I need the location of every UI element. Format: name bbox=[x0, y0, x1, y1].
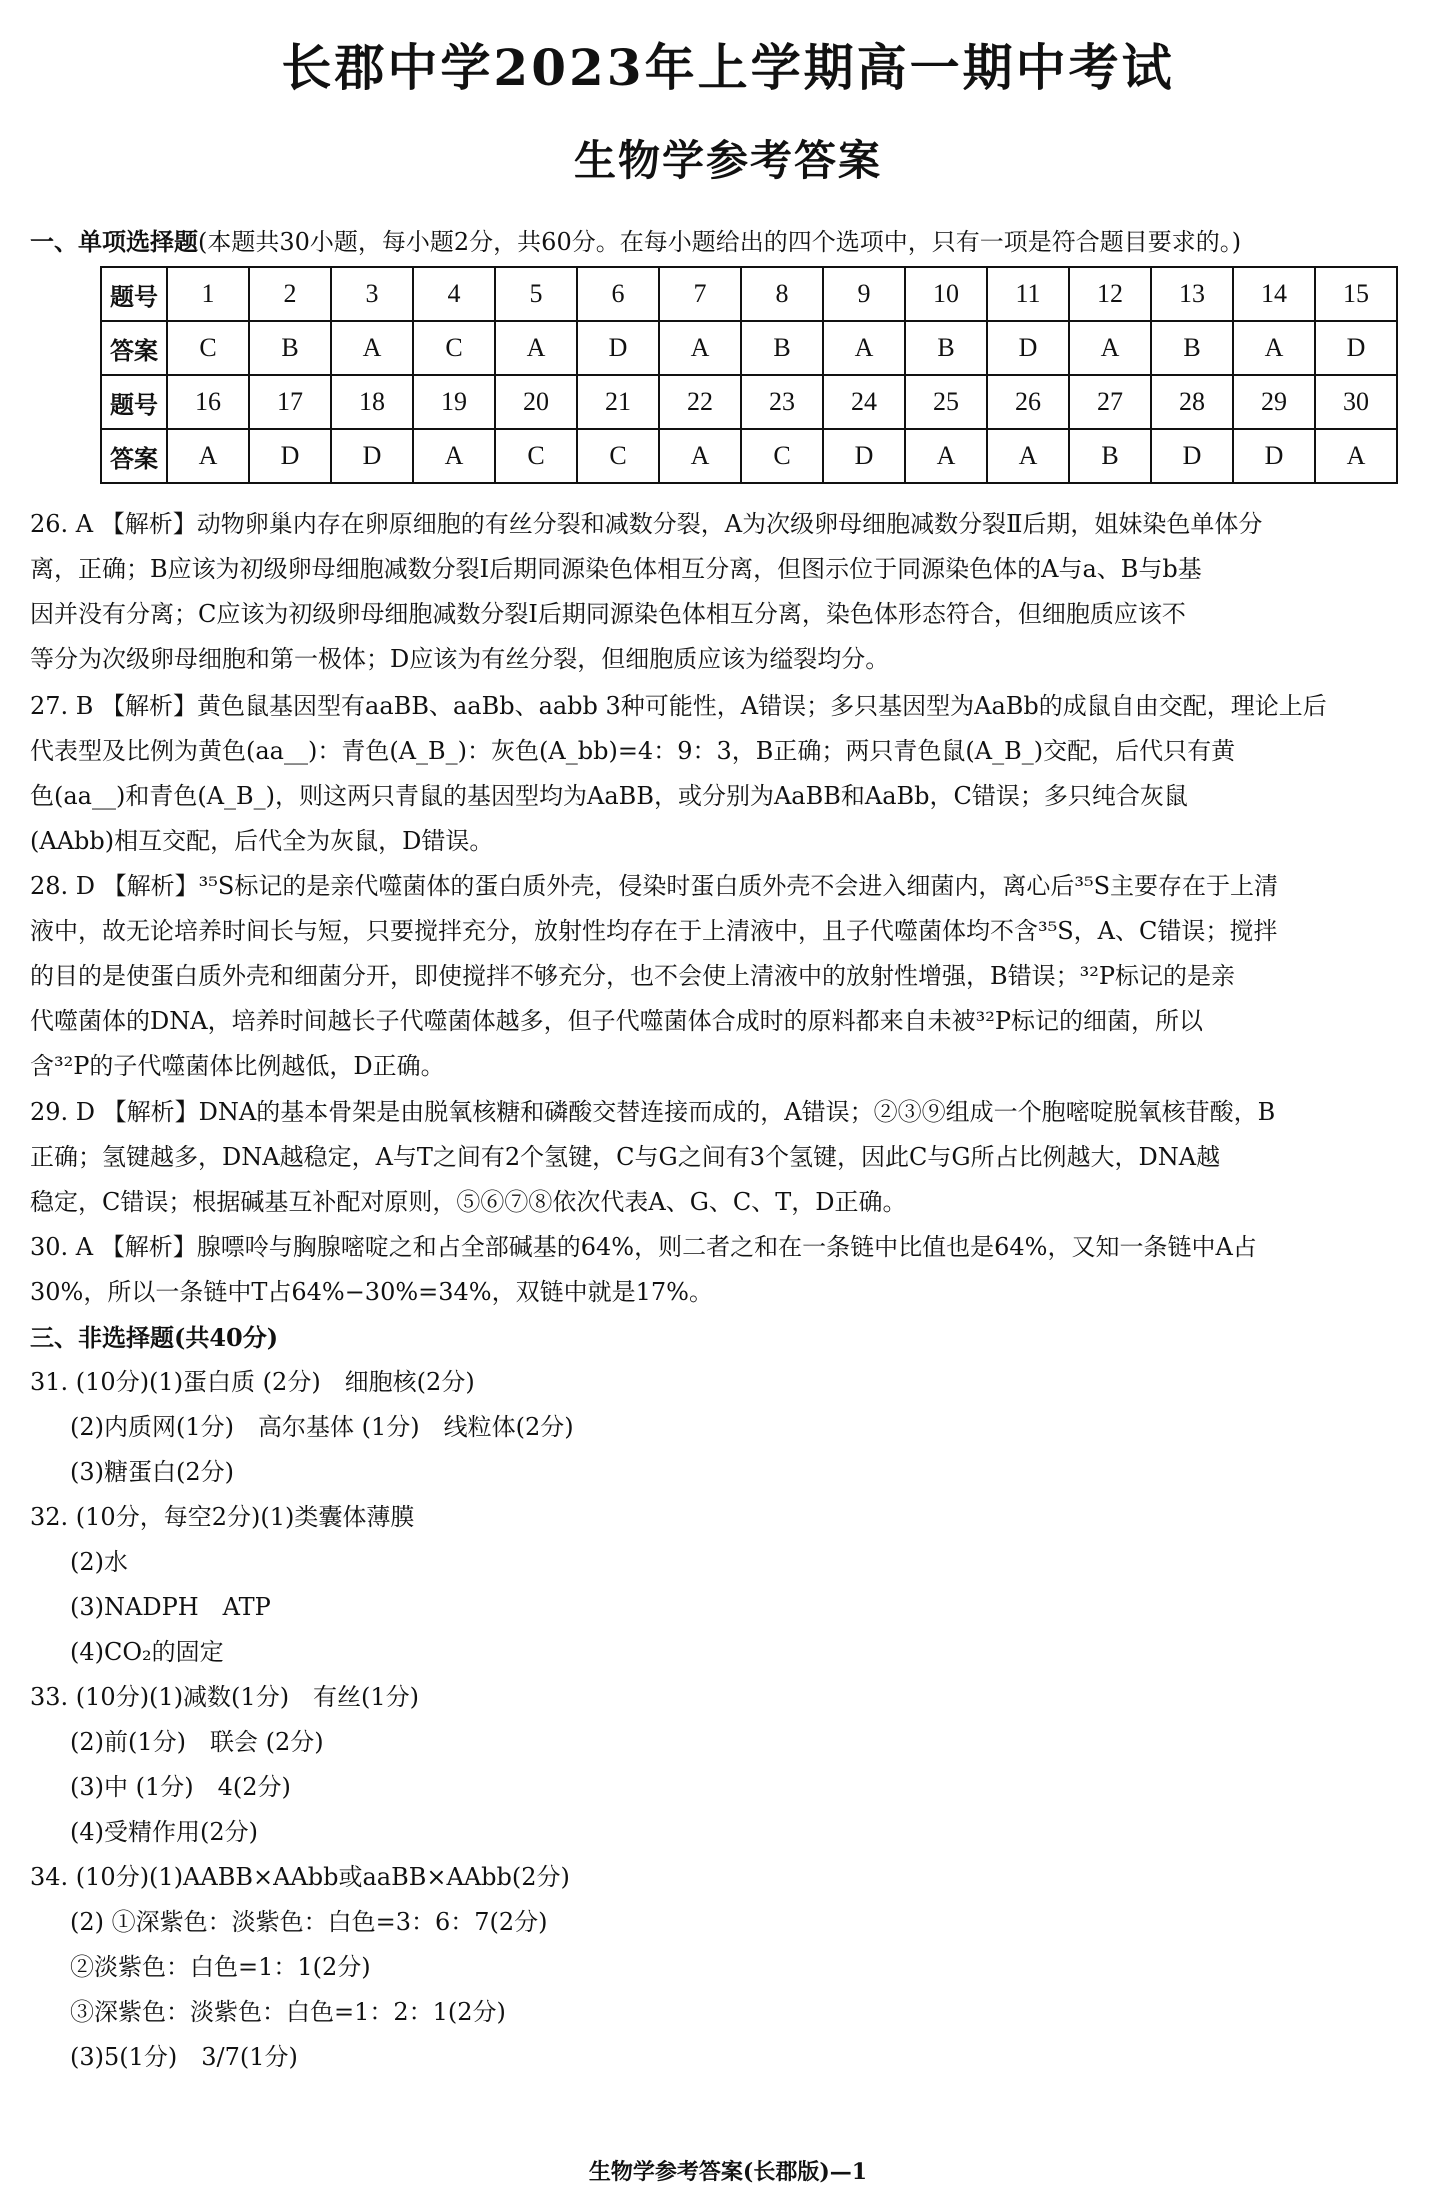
text-line: (4)CO₂的固定 bbox=[70, 1638, 224, 1666]
text-line: 含³²P的子代噬菌体比例越低，D正确。 bbox=[30, 1052, 445, 1080]
table-cell: B bbox=[249, 321, 331, 375]
table-cell: A bbox=[1315, 429, 1397, 483]
section3-heading bbox=[30, 1315, 278, 1360]
table-cell: 24 bbox=[823, 375, 905, 429]
table-row bbox=[101, 267, 1397, 321]
answer-q34 bbox=[30, 1855, 570, 2080]
text-line: (3)NADPH ATP bbox=[70, 1593, 271, 1621]
table-cell: D bbox=[331, 429, 413, 483]
analysis-q29 bbox=[30, 1090, 1430, 1225]
table-alabel: 答案 bbox=[101, 429, 167, 483]
table-cell: A bbox=[331, 321, 413, 375]
page-subtitle: 生物学参考答案 bbox=[573, 136, 882, 185]
text-line: 33. (10分)(1)减数(1分) 有丝(1分) bbox=[30, 1683, 420, 1711]
table-cell: 20 bbox=[495, 375, 577, 429]
table-cell: A bbox=[987, 429, 1069, 483]
table-row bbox=[101, 321, 1397, 375]
section1-heading bbox=[30, 222, 1241, 257]
text-line: 30%，所以一条链中T占64%−30%=34%，双链中就是17%。 bbox=[30, 1278, 713, 1306]
table-cell: D bbox=[249, 429, 331, 483]
table-cell: A bbox=[1069, 321, 1151, 375]
table-cell: B bbox=[1151, 321, 1233, 375]
analysis-q27 bbox=[30, 684, 1430, 864]
text-line: 液中，故无论培养时间长与短，只要搅拌充分，放射性均存在于上清液中，且子代噬菌体均不含³⁵S，A、C错误；搅拌 bbox=[30, 917, 1278, 945]
text-line: (3)中 (1分) 4(2分) bbox=[70, 1773, 291, 1801]
text-line: 因并没有分离；C应该为初级卵母细胞减数分裂Ⅰ后期同源染色体相互分离，染色体形态符合，但细胞质应该不 bbox=[30, 600, 1186, 628]
table-cell: B bbox=[1069, 429, 1151, 483]
text-line: 正确；氢键越多，DNA越稳定，A与T之间有2个氢键，C与G之间有3个氢键，因此C与G所占比例越大，DNA越 bbox=[30, 1143, 1221, 1171]
text-line: 29. D 【解析】DNA的基本骨架是由脱氧核糖和磷酸交替连接而成的，A错误；②③⑨组成一个胞嘧啶脱氧核苷酸，B bbox=[30, 1098, 1276, 1126]
text-line: 26. A 【解析】动物卵巢内存在卵原细胞的有丝分裂和减数分裂，A为次级卵母细胞减数分裂Ⅱ后期，姐妹染色单体分 bbox=[30, 510, 1263, 538]
text-line: 28. D 【解析】³⁵S标记的是亲代噬菌体的蛋白质外壳，侵染时蛋白质外壳不会进入细菌内，离心后³⁵S主要存在于上清 bbox=[30, 872, 1279, 900]
table-cell: C bbox=[741, 429, 823, 483]
table-qlabel: 题号 bbox=[101, 267, 167, 321]
text-line: 色(aa__)和青色(A_B_)，则这两只青鼠的基因型均为AaBB，或分别为AaBB和AaBb，C错误；多只纯合灰鼠 bbox=[30, 782, 1188, 810]
table-cell: B bbox=[741, 321, 823, 375]
text-line: 离，正确；B应该为初级卵母细胞减数分裂Ⅰ后期同源染色体相互分离，但图示位于同源染色体的A与a、B与b基 bbox=[30, 555, 1202, 583]
section1-desc: (本题共30小题，每小题2分，共60分。在每小题给出的四个选项中，只有一项是符合题目要求的。) bbox=[198, 228, 1242, 256]
text-line: ②淡紫色：白色=1：1(2分) bbox=[70, 1953, 371, 1981]
text-line: (AAbb)相互交配，后代全为灰鼠，D错误。 bbox=[30, 827, 494, 855]
table-cell: B bbox=[905, 321, 987, 375]
text-line: (3)5(1分) 3/7(1分) bbox=[70, 2043, 298, 2071]
table-cell: 2 bbox=[249, 267, 331, 321]
table-cell: 8 bbox=[741, 267, 823, 321]
table-cell: 16 bbox=[167, 375, 249, 429]
text-line: 30. A 【解析】腺嘌呤与胸腺嘧啶之和占全部碱基的64%，则二者之和在一条链中比值也是64%，又知一条链中A占 bbox=[30, 1233, 1257, 1261]
table-cell: D bbox=[577, 321, 659, 375]
table-cell: C bbox=[577, 429, 659, 483]
table-cell: 22 bbox=[659, 375, 741, 429]
table-row bbox=[101, 375, 1397, 429]
table-cell: 5 bbox=[495, 267, 577, 321]
table-cell: 9 bbox=[823, 267, 905, 321]
table-cell: D bbox=[1151, 429, 1233, 483]
text-line: (3)糖蛋白(2分) bbox=[70, 1458, 234, 1486]
text-line: 等分为次级卵母细胞和第一极体；D应该为有丝分裂，但细胞质应该为缢裂均分。 bbox=[30, 645, 890, 673]
table-cell: 13 bbox=[1151, 267, 1233, 321]
table-cell: 7 bbox=[659, 267, 741, 321]
table-cell: 18 bbox=[331, 375, 413, 429]
table-cell: D bbox=[1315, 321, 1397, 375]
text-line: 三、非选择题(共40分) bbox=[30, 1323, 279, 1352]
text-line: 31. (10分)(1)蛋白质 (2分) 细胞核(2分) bbox=[30, 1368, 475, 1396]
table-cell: A bbox=[495, 321, 577, 375]
table-cell: 19 bbox=[413, 375, 495, 429]
table-cell: A bbox=[1233, 321, 1315, 375]
text-line: (2)内质网(1分) 高尔基体 (1分) 线粒体(2分) bbox=[70, 1413, 574, 1441]
answer-q31 bbox=[30, 1360, 574, 1495]
text-line: ③深紫色：淡紫色：白色=1：2：1(2分) bbox=[70, 1998, 506, 2026]
answer-q33 bbox=[30, 1675, 419, 1855]
table-cell: A bbox=[167, 429, 249, 483]
table-cell: 17 bbox=[249, 375, 331, 429]
table-row bbox=[101, 429, 1397, 483]
analysis-q30 bbox=[30, 1225, 1430, 1315]
table-cell: 14 bbox=[1233, 267, 1315, 321]
table-cell: A bbox=[823, 321, 905, 375]
table-cell: 28 bbox=[1151, 375, 1233, 429]
table-qlabel: 题号 bbox=[101, 375, 167, 429]
table-cell: 1 bbox=[167, 267, 249, 321]
table-cell: A bbox=[659, 429, 741, 483]
table-cell: 27 bbox=[1069, 375, 1151, 429]
analysis-q26 bbox=[30, 502, 1430, 682]
text-line: 代噬菌体的DNA，培养时间越长子代噬菌体越多，但子代噬菌体合成时的原料都来自未被³²P标记的细菌，所以 bbox=[30, 1007, 1203, 1035]
table-cell: D bbox=[1233, 429, 1315, 483]
table-cell: 15 bbox=[1315, 267, 1397, 321]
text-line: 34. (10分)(1)AABB×AAbb或aaBB×AAbb(2分) bbox=[30, 1863, 570, 1891]
table-cell: 10 bbox=[905, 267, 987, 321]
table-cell: A bbox=[413, 429, 495, 483]
table-cell: C bbox=[495, 429, 577, 483]
text-line: 27. B 【解析】黄色鼠基因型有aaBB、aaBb、aabb 3种可能性，A错误；多只基因型为AaBb的成鼠自由交配，理论上后 bbox=[30, 692, 1327, 720]
table-cell: 12 bbox=[1069, 267, 1151, 321]
table-cell: C bbox=[167, 321, 249, 375]
analysis-q28 bbox=[30, 864, 1430, 1089]
text-line: 32. (10分，每空2分)(1)类囊体薄膜 bbox=[30, 1503, 415, 1531]
table-cell: 6 bbox=[577, 267, 659, 321]
text-line: 稳定，C错误；根据碱基互补配对原则，⑤⑥⑦⑧依次代表A、G、C、T，D正确。 bbox=[30, 1188, 907, 1216]
table-cell: A bbox=[905, 429, 987, 483]
text-line: (2)水 bbox=[70, 1548, 128, 1576]
table-cell: 23 bbox=[741, 375, 823, 429]
answer-table bbox=[100, 266, 1398, 484]
table-cell: 4 bbox=[413, 267, 495, 321]
text-line: (4)受精作用(2分) bbox=[70, 1818, 258, 1846]
table-cell: C bbox=[413, 321, 495, 375]
table-cell: A bbox=[659, 321, 741, 375]
table-cell: 26 bbox=[987, 375, 1069, 429]
text-line: (2) ①深紫色：淡紫色：白色=3：6：7(2分) bbox=[70, 1908, 548, 1936]
table-cell: 29 bbox=[1233, 375, 1315, 429]
page-title: 长郡中学2023年上学期高一期中考试 bbox=[281, 38, 1175, 97]
text-line: 的目的是使蛋白质外壳和细菌分开，即使搅拌不够充分，也不会使上清液中的放射性增强，B错误；³²P标记的是亲 bbox=[30, 962, 1236, 990]
table-cell: 3 bbox=[331, 267, 413, 321]
table-cell: 21 bbox=[577, 375, 659, 429]
page-footer: 生物学参考答案(长郡版)—1 bbox=[588, 2159, 868, 2185]
table-cell: 30 bbox=[1315, 375, 1397, 429]
answer-q32 bbox=[30, 1495, 414, 1675]
text-line: 代表型及比例为黄色(aa__)：青色(A_B_)：灰色(A_bb)=4：9：3，B正确；两只青色鼠(A_B_)交配，后代只有黄 bbox=[30, 737, 1236, 765]
table-cell: D bbox=[987, 321, 1069, 375]
table-alabel: 答案 bbox=[101, 321, 167, 375]
table-cell: 25 bbox=[905, 375, 987, 429]
section1-head: 一、单项选择题 bbox=[30, 227, 198, 256]
table-cell: D bbox=[823, 429, 905, 483]
table-cell: 11 bbox=[987, 267, 1069, 321]
text-line: (2)前(1分) 联会 (2分) bbox=[70, 1728, 324, 1756]
